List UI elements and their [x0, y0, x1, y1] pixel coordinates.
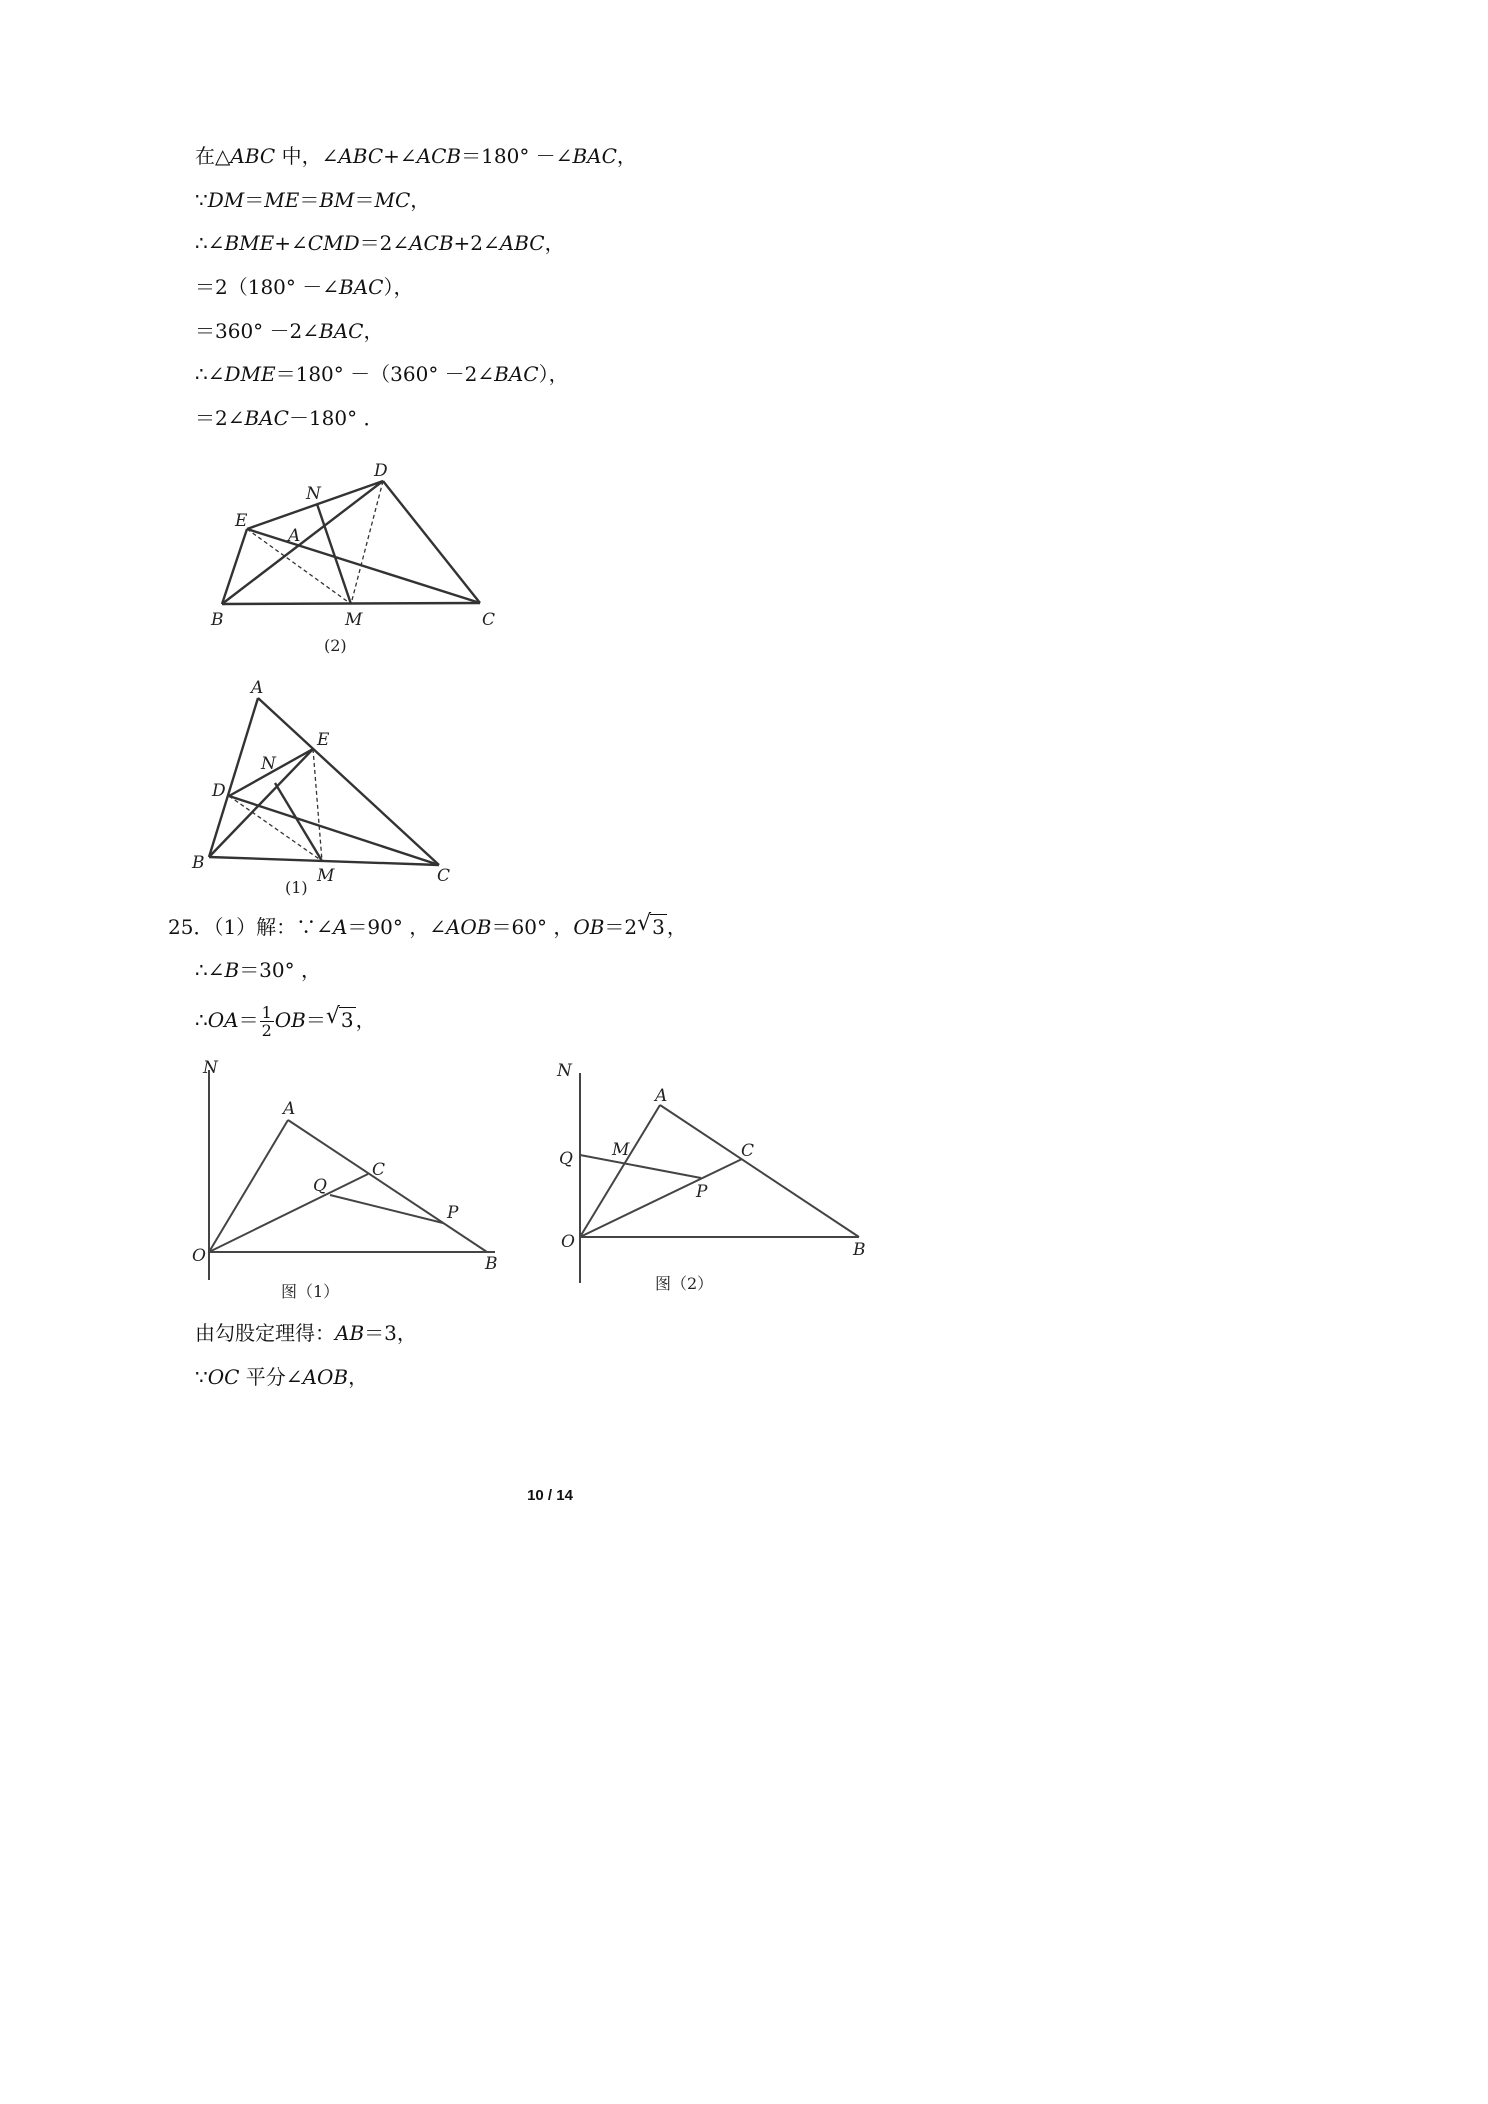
- label-Q: Q: [313, 1176, 327, 1196]
- label-A: A: [251, 678, 264, 698]
- label-A: A: [288, 526, 301, 546]
- solution-line-5: ＝360° －2∠BAC，: [195, 319, 384, 343]
- label-E: E: [317, 730, 330, 750]
- label-B: B: [192, 853, 205, 873]
- label-C: C: [482, 610, 496, 630]
- label-B: B: [853, 1240, 866, 1260]
- label-A: A: [655, 1086, 668, 1106]
- geometry-figure-1: [185, 675, 475, 900]
- fraction: $\frac{1}{2}$: [261, 1003, 272, 1040]
- coordinate-figure-1: [185, 1050, 515, 1310]
- solution-line-1: 在△ABC 中，∠ABC+∠ACB＝180° －∠BAC，: [195, 144, 637, 168]
- label-C: C: [372, 1160, 386, 1180]
- label-C: C: [741, 1141, 755, 1161]
- label-O: O: [561, 1232, 575, 1252]
- solution-line-7: ＝2∠BAC－180° ．: [195, 406, 384, 430]
- label-B: B: [211, 610, 224, 630]
- solution-line-4: ＝2（180° －∠BAC），: [195, 275, 414, 299]
- label-E: E: [235, 511, 248, 531]
- solution-line-2: ∵DM＝ME＝BM＝MC，: [195, 188, 431, 212]
- label-P: P: [447, 1203, 459, 1223]
- solution-line-8: 由勾股定理得：AB＝3，: [195, 1321, 417, 1345]
- solution-line-9: ∵OC 平分∠AOB，: [195, 1365, 369, 1389]
- label-M: M: [317, 866, 335, 886]
- q25-line-1: 25．（1）解：∵∠A＝90° ，∠AOB＝60° ，OB＝2 √ 3 ，: [168, 911, 687, 939]
- label-N: N: [203, 1058, 218, 1078]
- coordinate-figure-2: [555, 1055, 885, 1305]
- figure-caption: 图（2）: [655, 1274, 714, 1293]
- label-Q: Q: [559, 1149, 573, 1169]
- geometry-figure-2: [200, 455, 520, 665]
- sqrt-symbol: √ 3: [637, 911, 665, 939]
- label-M: M: [345, 610, 363, 630]
- label-N: N: [557, 1061, 572, 1081]
- sqrt-symbol: √ 3: [325, 1004, 354, 1032]
- label-C: C: [437, 866, 451, 886]
- label-M: M: [612, 1140, 630, 1160]
- q25-line-2: ∴∠B＝30° ，: [195, 958, 321, 982]
- label-B: B: [485, 1254, 498, 1274]
- label-N: N: [261, 754, 276, 774]
- solution-line-6: ∴∠DME＝180° －（360° －2∠BAC），: [195, 362, 569, 386]
- label-D: D: [374, 461, 388, 481]
- label-O: O: [192, 1246, 206, 1266]
- figure-caption: 图（1）: [281, 1282, 340, 1301]
- page-number: 10 / 14: [527, 1487, 573, 1504]
- label-N: N: [306, 484, 321, 504]
- figure-caption: (1): [285, 878, 308, 897]
- label-P: P: [696, 1182, 708, 1202]
- figure-caption: (2): [324, 636, 347, 655]
- label-A: A: [283, 1099, 296, 1119]
- solution-line-3: ∴∠BME+∠CMD＝2∠ACB+2∠ABC，: [195, 231, 565, 255]
- q25-line-3: ∴OA＝ $\frac{1}{2}$ OB＝ √ 3 ，: [195, 1003, 376, 1040]
- label-D: D: [212, 781, 226, 801]
